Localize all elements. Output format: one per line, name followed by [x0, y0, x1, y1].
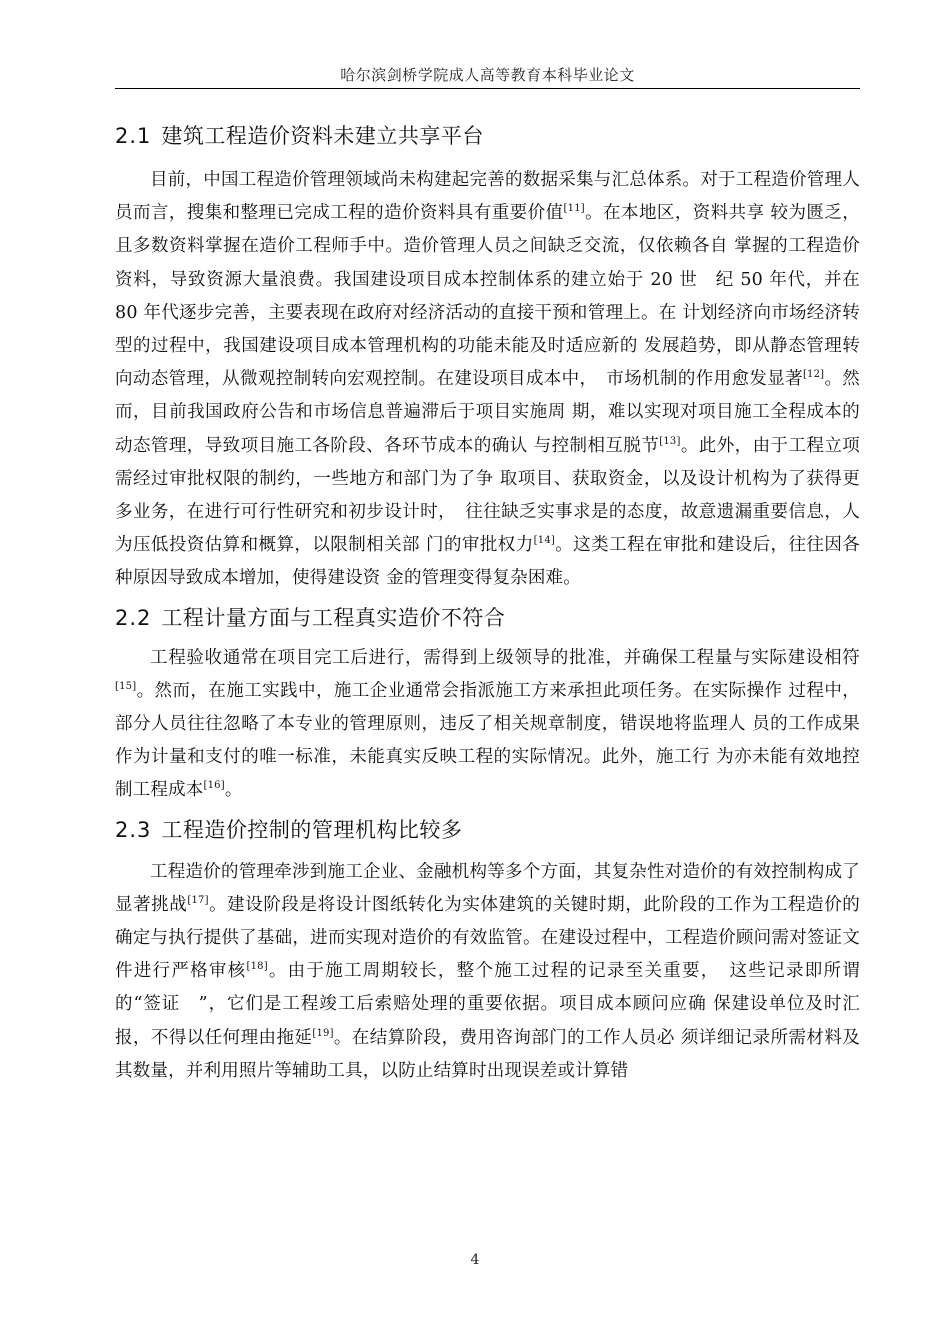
paragraph-text: 目前，中国工程造价管理领域尚未构建起完善的数据采集与汇总体系。对于工程造价管理人员而言，搜集和整理已完成工程的造价资料具有重要价值	[115, 170, 860, 224]
citation-ref: [13]	[659, 435, 681, 447]
page-number: 4	[470, 1252, 480, 1268]
running-header: 哈尔滨剑桥学院成人高等教育本科毕业论文	[340, 66, 635, 84]
section-number: 2.1	[115, 124, 152, 148]
section-heading-2-2	[115, 598, 860, 638]
citation-ref: [12]	[802, 369, 825, 381]
citation-ref: [16]	[203, 780, 225, 792]
paragraph-text: 。在本地区，资料共享 较为匮乏，且多数资料掌握在造价工程师手中。造价管理人员之间缺乏交流，仅依赖各自 掌握的工程造价资料，导致资源大量浪费。我国建设项目成本控制体系的建立始于 20 世 纪 50 年代，并在 80 年代逐步完善，主要表现在政府对经济活动的直接干预和管理上。在 计划经济向市场经济转型的过程中，我国建设项目成本管理机构的功能未能及时适应新的 发展趋势，即从静态管理转向动态管理，从微观控制转向宏观控制。在建设项目成本中， 市场机制的作用愈发显著	[115, 203, 861, 390]
citation-ref: [11]	[563, 203, 585, 215]
paragraph-text: 。此外，由于工程立项需经过审批权限的制约，一些地方和部门为了争 取项目、获取资金，以及设计机构为了获得更多业务，在进行可行性研究和初步设计时， 往往缺乏实事求是的态度，故意遗漏重要信息，人为压低投资估算和概算，以限制相关部 门的审批权力	[115, 435, 861, 556]
citation-ref: [18]	[246, 961, 268, 973]
citation-ref: [15]	[115, 681, 137, 693]
paragraph-text: 。然而，目前我国政府公告和市场信息普遍滞后于项目实施周 期，难以实现对项目施工全程成本的动态管理，导致项目施工各阶段、各环节成本的确认 与控制相互脱节	[115, 369, 861, 456]
section-heading-2-3	[115, 810, 860, 850]
section-2-1-paragraph	[115, 164, 860, 596]
section-title: 工程计量方面与工程真实造价不符合	[161, 605, 506, 630]
section-heading-2-1	[115, 116, 860, 156]
paragraph-text: 工程验收通常在项目完工后进行，需得到上级领导的批准，并确保工程量与实际建设相符	[150, 647, 860, 668]
paragraph-text: 。建设阶段是将设计图纸转化为实体建筑的关键时期，此阶段的工作为工程造价的确定与执行提供了基础，进而实现对造价的有效监管。在建设过程中，工程造价顾问需对签证文件进行严格审核	[115, 894, 860, 982]
header-rule	[115, 88, 860, 89]
paragraph-text: 工程造价的管理牵涉到施工企业、金融机构等多个方面，其复杂性对造价的有效控制构成了显著挑战	[115, 861, 860, 915]
citation-ref: [17]	[187, 895, 209, 907]
section-title: 工程造价控制的管理机构比较多	[161, 817, 463, 842]
section-title: 建筑工程造价资料未建立共享平台	[161, 124, 484, 148]
section-number: 2.3	[115, 817, 152, 842]
page-body	[115, 116, 860, 1088]
paragraph-text: 。这类工程在审批和建设后，往往因各种原因导致成本增加，使得建设资 金的管理变得复杂困难。	[115, 535, 860, 589]
citation-ref: [14]	[533, 535, 555, 547]
paragraph-text: 。	[224, 780, 243, 801]
paragraph-text: 。在结算阶段，费用咨询部门的工作人员必 须详细记录所需材料及其数量，并利用照片等辅助工具，以防止结算时出现误差或计算错	[115, 1027, 860, 1081]
paragraph-text: 。然而，在施工实践中，施工企业通常会指派施工方来承担此项任务。在实际操作 过程中，部分人员往往忽略了本专业的管理原则，违反了相关规章制度，错误地将监理人 员的工作成果作为计量和支付的唯一标准，未能真实反映工程的实际情况。此外，施工行 为亦未能有效地控制工程成本	[115, 680, 860, 801]
section-2-3-paragraph	[115, 856, 860, 1088]
citation-ref: [19]	[312, 1027, 334, 1039]
paragraph-text: 。由于施工周期较长，整个施工过程的记录至关重要， 这些记录即所谓的“签证 ”，它们是工程竣工后索赔处理的重要依据。项目成本顾问应确 保建设单位及时汇报，不得以任何理由拖延	[115, 961, 860, 1048]
section-number: 2.2	[115, 605, 152, 630]
section-2-2-paragraph	[115, 642, 860, 808]
